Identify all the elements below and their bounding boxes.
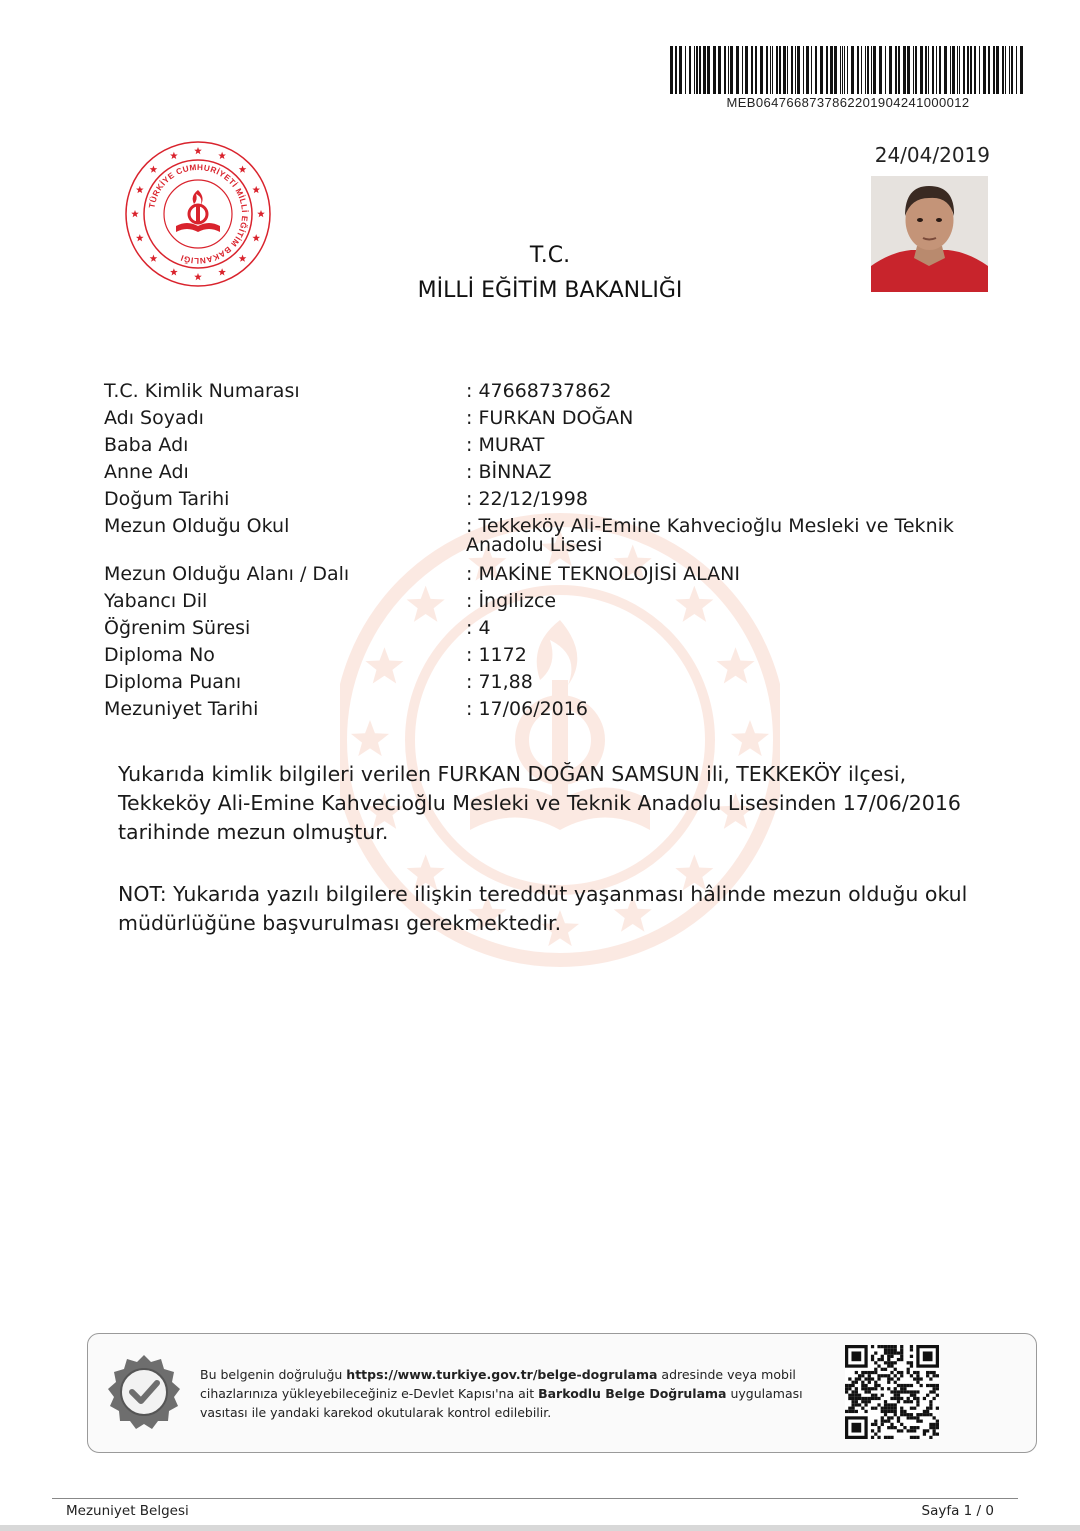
field-label: Öğrenim Süresi — [104, 617, 251, 639]
verification-text-part: Bu belgenin doğruluğu — [200, 1367, 347, 1382]
field-label: Anne Adı — [104, 461, 189, 483]
info-table — [104, 378, 1004, 723]
ministry-seal-logo — [124, 140, 272, 288]
info-row — [104, 486, 1004, 513]
field-value: : 1172 — [466, 644, 527, 666]
info-row — [104, 405, 1004, 432]
info-row — [104, 378, 1004, 405]
footer-page-number: Sayfa 1 / 0 — [921, 1503, 994, 1519]
field-label: Baba Adı — [104, 434, 189, 456]
verification-text-part: uygulaması vasıtası ile yandaki karekod okutularak kontrol edilebilir. — [200, 1386, 803, 1420]
verified-badge-icon — [104, 1353, 184, 1433]
footer-divider — [52, 1498, 1018, 1499]
info-row — [104, 432, 1004, 459]
footer-document-name: Mezuniyet Belgesi — [66, 1503, 189, 1519]
field-value: : MURAT — [466, 434, 545, 456]
barcode-number: MEB0647668737862201904241000012 — [726, 95, 970, 110]
note-text: NOT: Yukarıda yazılı bilgilere ilişkin tereddüt yaşanması hâlinde mezun olduğu okul müdürlüğüne başvurulması gerekmektedir. — [118, 882, 968, 935]
field-value: : 17/06/2016 — [466, 698, 588, 720]
field-value: : 4 — [466, 617, 491, 639]
field-value: : 22/12/1998 — [466, 488, 588, 510]
field-label: Diploma No — [104, 644, 215, 666]
graduation-statement: Yukarıda kimlik bilgileri verilen FURKAN DOĞAN SAMSUN ili, TEKKEKÖY ilçesi, Tekkeköy Ali-Emine Kahvecioğlu Mesleki ve Teknik Anadolu Lisesinden 17/06/2016 tarihinde mezun olmuştur. — [118, 762, 961, 844]
info-row — [104, 696, 1004, 723]
field-value: : İngilizce — [466, 590, 557, 612]
info-row — [104, 615, 1004, 642]
field-value: : BİNNAZ — [466, 461, 552, 483]
field-label: Mezuniyet Tarihi — [104, 698, 259, 720]
bottom-bar — [0, 1525, 1080, 1531]
verification-text — [200, 1365, 820, 1422]
field-value: : Tekkeköy Ali-Emine Kahvecioğlu Mesleki ve Teknik Anadolu Lisesi — [466, 515, 954, 556]
field-value: : 71,88 — [466, 671, 533, 693]
field-label: T.C. Kimlik Numarası — [104, 380, 300, 402]
info-row — [104, 561, 1004, 588]
info-row — [104, 669, 1004, 696]
field-label: Mezun Olduğu Okul — [104, 515, 290, 537]
field-value: : MAKİNE TEKNOLOJİSİ ALANI — [466, 563, 740, 585]
barcode — [670, 46, 1026, 94]
verification-app-name: Barkodlu Belge Doğrulama — [538, 1386, 727, 1401]
document-title — [300, 238, 800, 308]
field-label: Mezun Olduğu Alanı / Dalı — [104, 563, 350, 585]
field-label: Diploma Puanı — [104, 671, 242, 693]
field-label: Doğum Tarihi — [104, 488, 230, 510]
verification-url-link[interactable]: https://www.turkiye.gov.tr/belge-dogrulama — [346, 1367, 658, 1382]
field-label: Adı Soyadı — [104, 407, 204, 429]
verification-text-part: adresinde veya mobil cihazlarınıza yükleyebileceğiniz e-Devlet Kapısı'na ait — [200, 1367, 796, 1401]
field-label: Yabancı Dil — [104, 590, 208, 612]
issue-date: 24/04/2019 — [874, 143, 990, 167]
svg-text:TÜRKİYE CUMHURİYETİ MİLLİ EĞİT: TÜRKİYE CUMHURİYETİ MİLLİ EĞİTİM BAKANLIĞI — [147, 162, 250, 266]
title-line-ministry: MİLLİ EĞİTİM BAKANLIĞI — [417, 278, 683, 303]
info-row — [104, 588, 1004, 615]
info-row — [104, 459, 1004, 486]
info-row — [104, 642, 1004, 669]
title-line-tc: T.C. — [529, 243, 571, 268]
field-value: : 47668737862 — [466, 380, 612, 402]
info-row — [104, 513, 1004, 561]
qr-code — [845, 1345, 939, 1439]
student-photo — [871, 176, 988, 292]
field-value: : FURKAN DOĞAN — [466, 407, 634, 429]
